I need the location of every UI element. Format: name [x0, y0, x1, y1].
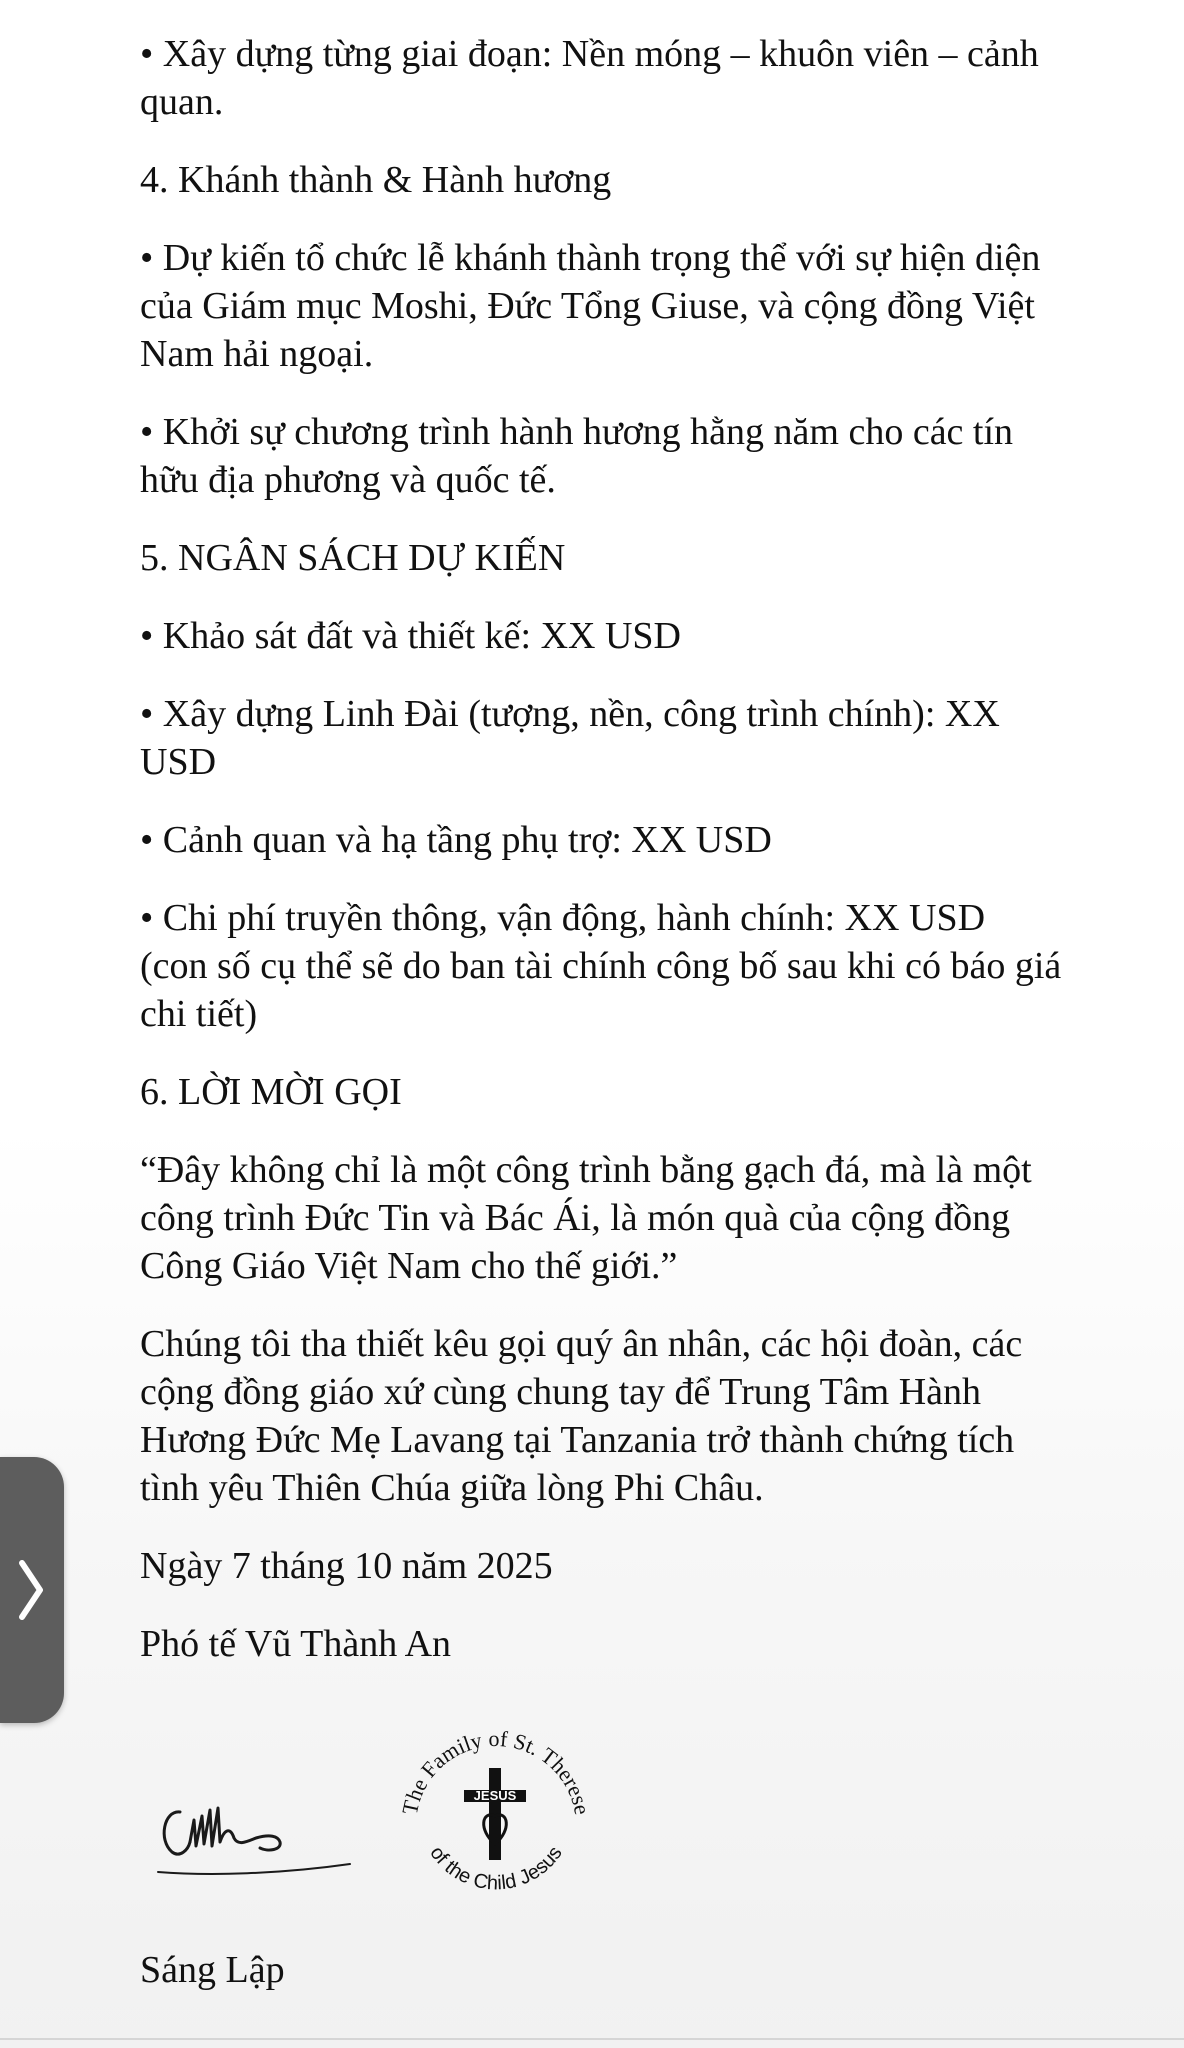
chevron-right-icon	[14, 1557, 48, 1623]
svg-text:of the Child Jesus: of the Child Jesus	[425, 1842, 567, 1895]
handwritten-signature	[150, 1780, 380, 1890]
svg-text:JESUS: JESUS	[473, 1788, 517, 1803]
signer-name: Phó tế Vũ Thành An	[140, 1623, 452, 1665]
heading-budget: 5. NGÂN SÁCH DỰ KIẾN	[140, 537, 566, 579]
paragraph-inauguration-ceremony: • Dự kiến tổ chức lễ khánh thành trọng thể với sự hiện diện của Giám mục Moshi, Đức Tổng Giuse, và cộng đồng Việt Nam hải ngoại.	[140, 237, 1041, 375]
paragraph-annual-pilgrimage: • Khởi sự chương trình hành hương hằng năm cho các tín hữu địa phương và quốc tế.	[140, 411, 1014, 501]
paragraph-budget-survey: • Khảo sát đất và thiết kế: XX USD	[140, 615, 681, 657]
document-body	[140, 30, 1140, 1698]
paragraph-budget-admin: • Chi phí truyền thông, vận động, hành chính: XX USD (con số cụ thể sẽ do ban tài chính công bố sau khi có báo giá chi tiết)	[140, 897, 1062, 1035]
family-st-therese-seal	[386, 1706, 606, 1926]
founder-label: Sáng Lập	[140, 1949, 285, 1991]
date-line: Ngày 7 tháng 10 năm 2025	[140, 1545, 553, 1587]
paragraph-quote: “Đây không chỉ là một công trình bằng gạch đá, mà là một công trình Đức Tin và Bác Ái, là món quà của cộng đồng Công Giáo Việt Nam cho thế giới.”	[140, 1149, 1032, 1287]
heading-invitation: 6. LỜI MỜI GỌI	[140, 1071, 402, 1113]
svg-text:The Family of St. Therese: The Family of St. Therese	[396, 1725, 596, 1817]
paragraph-budget-landscape: • Cảnh quan và hạ tầng phụ trợ: XX USD	[140, 819, 772, 861]
bottom-divider	[0, 2038, 1184, 2040]
side-panel-tab[interactable]	[0, 1457, 64, 1723]
paragraph-budget-construction: • Xây dựng Linh Đài (tượng, nền, công trình chính): XX USD	[140, 693, 1000, 783]
heading-inauguration: 4. Khánh thành & Hành hương	[140, 159, 612, 201]
paragraph-build-phases: • Xây dựng từng giai đoạn: Nền móng – khuôn viên – cảnh quan.	[140, 33, 1039, 123]
paragraph-appeal: Chúng tôi tha thiết kêu gọi quý ân nhân, các hội đoàn, các cộng đồng giáo xứ cùng chung tay để Trung Tâm Hành Hương Đức Mẹ Lavang tại Tanzania trở thành chứng tích tình yêu Thiên Chúa giữa lòng Phi Châu.	[140, 1323, 1023, 1509]
